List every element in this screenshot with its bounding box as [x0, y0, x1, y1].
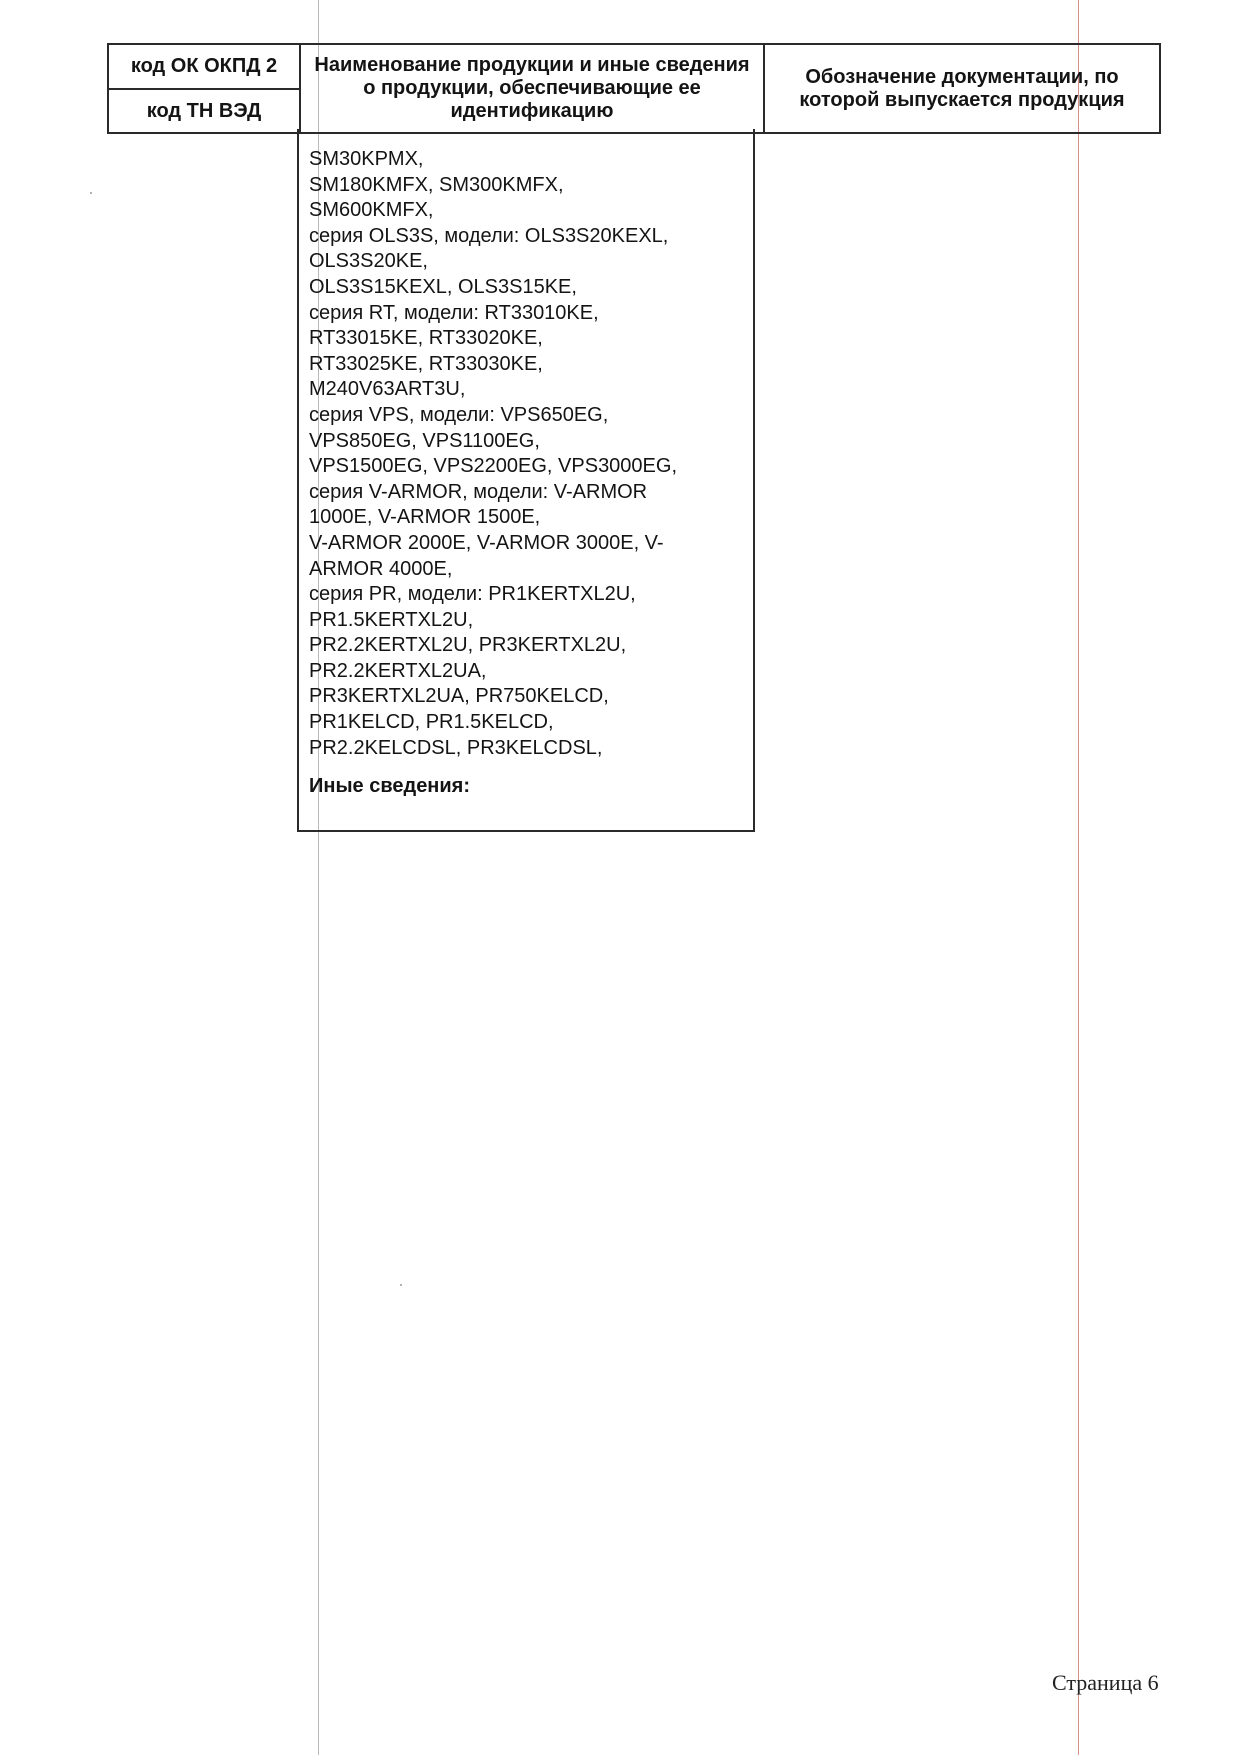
model-line: 1000E, V-ARMOR 1500E, — [309, 506, 541, 529]
page-number: Страница 6 — [1052, 1670, 1159, 1695]
model-line: ARMOR 4000E, — [309, 557, 453, 580]
model-line: RT33025KE, RT33030KE, — [309, 352, 543, 375]
header-table — [107, 43, 1161, 134]
model-line: OLS3S20KE, — [309, 250, 428, 273]
model-line: серия OLS3S, модели: OLS3S20KEXL, — [309, 224, 669, 247]
scan-speck — [400, 1284, 402, 1286]
product-list-cell — [297, 129, 755, 832]
model-line: SM600KMFX, — [309, 199, 434, 222]
header-documentation: Обозначение документации, по которой выпускается продукция — [764, 44, 1160, 133]
model-line: PR1KELCD, PR1.5KELCD, — [309, 711, 554, 734]
model-line: OLS3S15KEXL, OLS3S15KE, — [309, 275, 577, 298]
model-line: серия PR, модели: PR1KERTXL2U, — [309, 583, 636, 606]
model-line: VPS1500EG, VPS2200EG, VPS3000EG, — [309, 455, 678, 478]
header-tnved-code: код ТН ВЭД — [108, 89, 300, 133]
model-line: серия VPS, модели: VPS650EG, — [309, 403, 609, 426]
model-line: M240V63ART3U, — [309, 378, 466, 401]
header-okpd-code: код ОК ОКПД 2 — [108, 44, 300, 89]
model-line: SM30KPMX, — [309, 148, 424, 170]
model-list — [309, 147, 747, 761]
scan-margin-line-red — [1078, 0, 1079, 1755]
model-line: SM180KMFX, SM300KMFX, — [309, 173, 564, 196]
scan-speck — [90, 192, 92, 194]
model-line: PR2.2KERTXL2U, PR3KERTXL2U, — [309, 634, 627, 657]
model-line: RT33015KE, RT33020KE, — [309, 327, 543, 350]
model-line: VPS850EG, VPS1100EG, — [309, 429, 540, 452]
model-line: PR2.2KERTXL2UA, — [309, 659, 487, 682]
model-line: PR2.2KELCDSL, PR3KELCDSL, — [309, 736, 603, 759]
other-info-label: Иные сведения: — [309, 775, 471, 798]
model-line: V-ARMOR 2000E, V-ARMOR 3000E, V- — [309, 531, 664, 554]
header-product-name: Наименование продукции и иные сведения о продукции, обеспечивающие ее идентификацию — [300, 44, 764, 133]
model-line: PR3KERTXL2UA, PR750KELCD, — [309, 685, 609, 708]
model-line: серия V-ARMOR, модели: V-ARMOR — [309, 480, 648, 503]
model-line: PR1.5KERTXL2U, — [309, 608, 474, 631]
model-line: серия RT, модели: RT33010KE, — [309, 301, 599, 324]
